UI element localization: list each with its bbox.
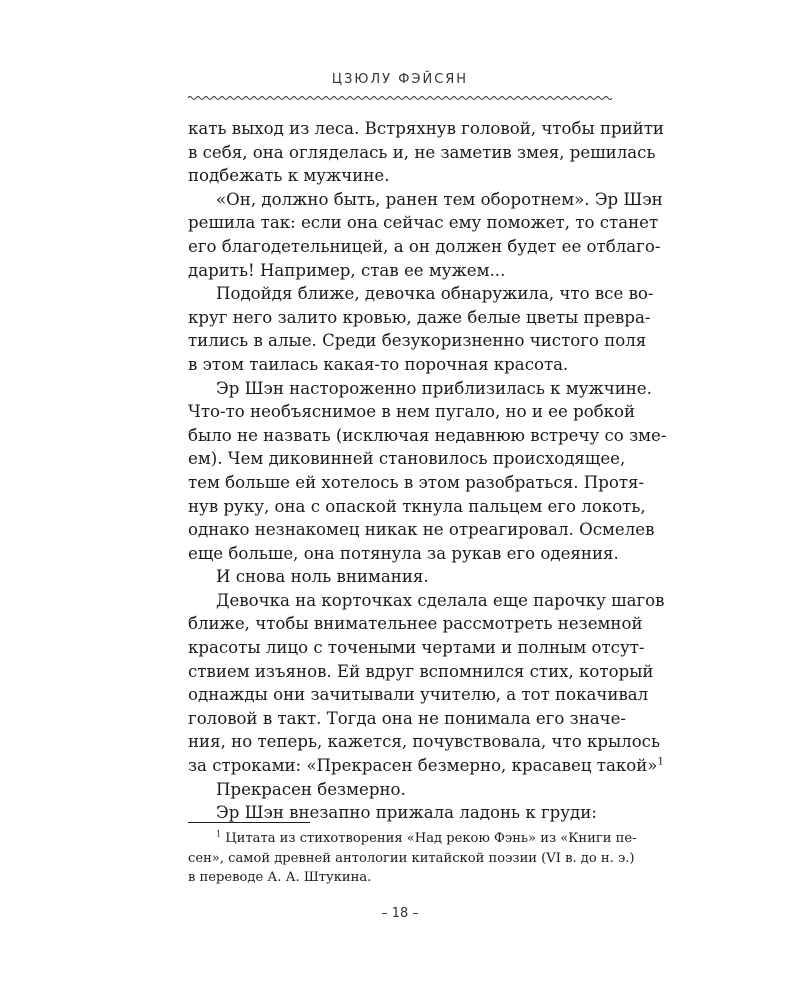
footnote-line bbox=[188, 829, 637, 849]
text-line-with-footnote bbox=[188, 754, 664, 778]
text-line: ния, но теперь, кажется, почувствовала, что крылось bbox=[188, 732, 661, 752]
text-line: его благодетельницей, а он должен будет ее отблаго- bbox=[188, 236, 661, 256]
text-line: «Он, должно быть, ранен тем оборотнем». Эр Шэн bbox=[216, 189, 663, 209]
text-line: в этом таилась какая-то порочная красота. bbox=[188, 354, 569, 374]
text-line: тем больше ей хотелось в этом разобраться. Протя- bbox=[188, 472, 645, 492]
footnote bbox=[188, 829, 637, 888]
footnote-divider bbox=[188, 822, 310, 823]
running-header: ЦЗЮЛУ ФЭЙСЯН bbox=[331, 72, 469, 87]
text-line: ближе, чтобы внимательнее рассмотреть неземной bbox=[188, 614, 643, 634]
text-line: тились в алые. Среди безукоризненно чистого поля bbox=[188, 331, 647, 351]
footnote-marker: 1 bbox=[216, 829, 222, 839]
text-line: решила так: если она сейчас ему поможет, то станет bbox=[188, 213, 659, 233]
text-line: подбежать к мужчине. bbox=[188, 166, 390, 186]
text-line: однако незнакомец никак не отреагировал. Осмелев bbox=[188, 520, 655, 540]
body-text bbox=[188, 117, 667, 825]
footnote-text: Цитата из стихотворения «Над рекою Фэнь» из «Книги пе- bbox=[225, 831, 637, 846]
text-line: Что-то необъяснимое в нем пугало, но и ее робкой bbox=[188, 402, 636, 422]
text-line: кать выход из леса. Встряхнув головой, чтобы прийти bbox=[188, 119, 664, 138]
text-line: за строками: «Прекрасен безмерно, красавец такой» bbox=[188, 756, 658, 776]
text-line: дарить! Например, став ее мужем... bbox=[188, 260, 506, 280]
text-line: ствием изъянов. Ей вдруг вспомнился стих, который bbox=[188, 661, 654, 681]
header-wavy-rule bbox=[188, 93, 612, 103]
text-line: Эр Шэн настороженно приблизилась к мужчине. bbox=[216, 378, 652, 398]
footnote-reference[interactable]: 1 bbox=[657, 756, 664, 768]
text-line: в себя, она огляделась и, не заметив змея, решилась bbox=[188, 142, 656, 162]
text-line: было не назвать (исключая недавнюю встречу со зме- bbox=[188, 425, 667, 445]
text-line: круг него залито кровью, даже белые цветы превра- bbox=[188, 307, 651, 327]
text-line: Девочка на корточках сделала еще парочку шагов bbox=[216, 590, 665, 610]
text-line: И снова ноль внимания. bbox=[216, 567, 429, 587]
text-line: головой в такт. Тогда она не понимала его значе- bbox=[188, 708, 627, 728]
text-line: Эр Шэн внезапно прижала ладонь к груди: bbox=[216, 803, 597, 823]
text-line: однажды они зачитывали учителю, а тот покачивал bbox=[188, 685, 649, 705]
page-number: – 18 – bbox=[381, 906, 419, 921]
text-line: нув руку, она с опаской ткнула пальцем его локоть, bbox=[188, 496, 646, 516]
text-line: Подойдя ближе, девочка обнаружила, что все во- bbox=[216, 284, 654, 304]
footnote-line: в переводе А. А. Штукина. bbox=[188, 870, 372, 885]
footnote-line: сен», самой древней антологии китайской поэзии (VI в. до н. э.) bbox=[188, 850, 635, 866]
text-line: еще больше, она потянула за рукав его одеяния. bbox=[188, 543, 619, 563]
text-line: Прекрасен безмерно. bbox=[216, 779, 406, 799]
text-line: ем). Чем диковинней становилось происходящее, bbox=[188, 449, 626, 469]
text-line: красоты лицо с точеными чертами и полным отсут- bbox=[188, 638, 645, 658]
